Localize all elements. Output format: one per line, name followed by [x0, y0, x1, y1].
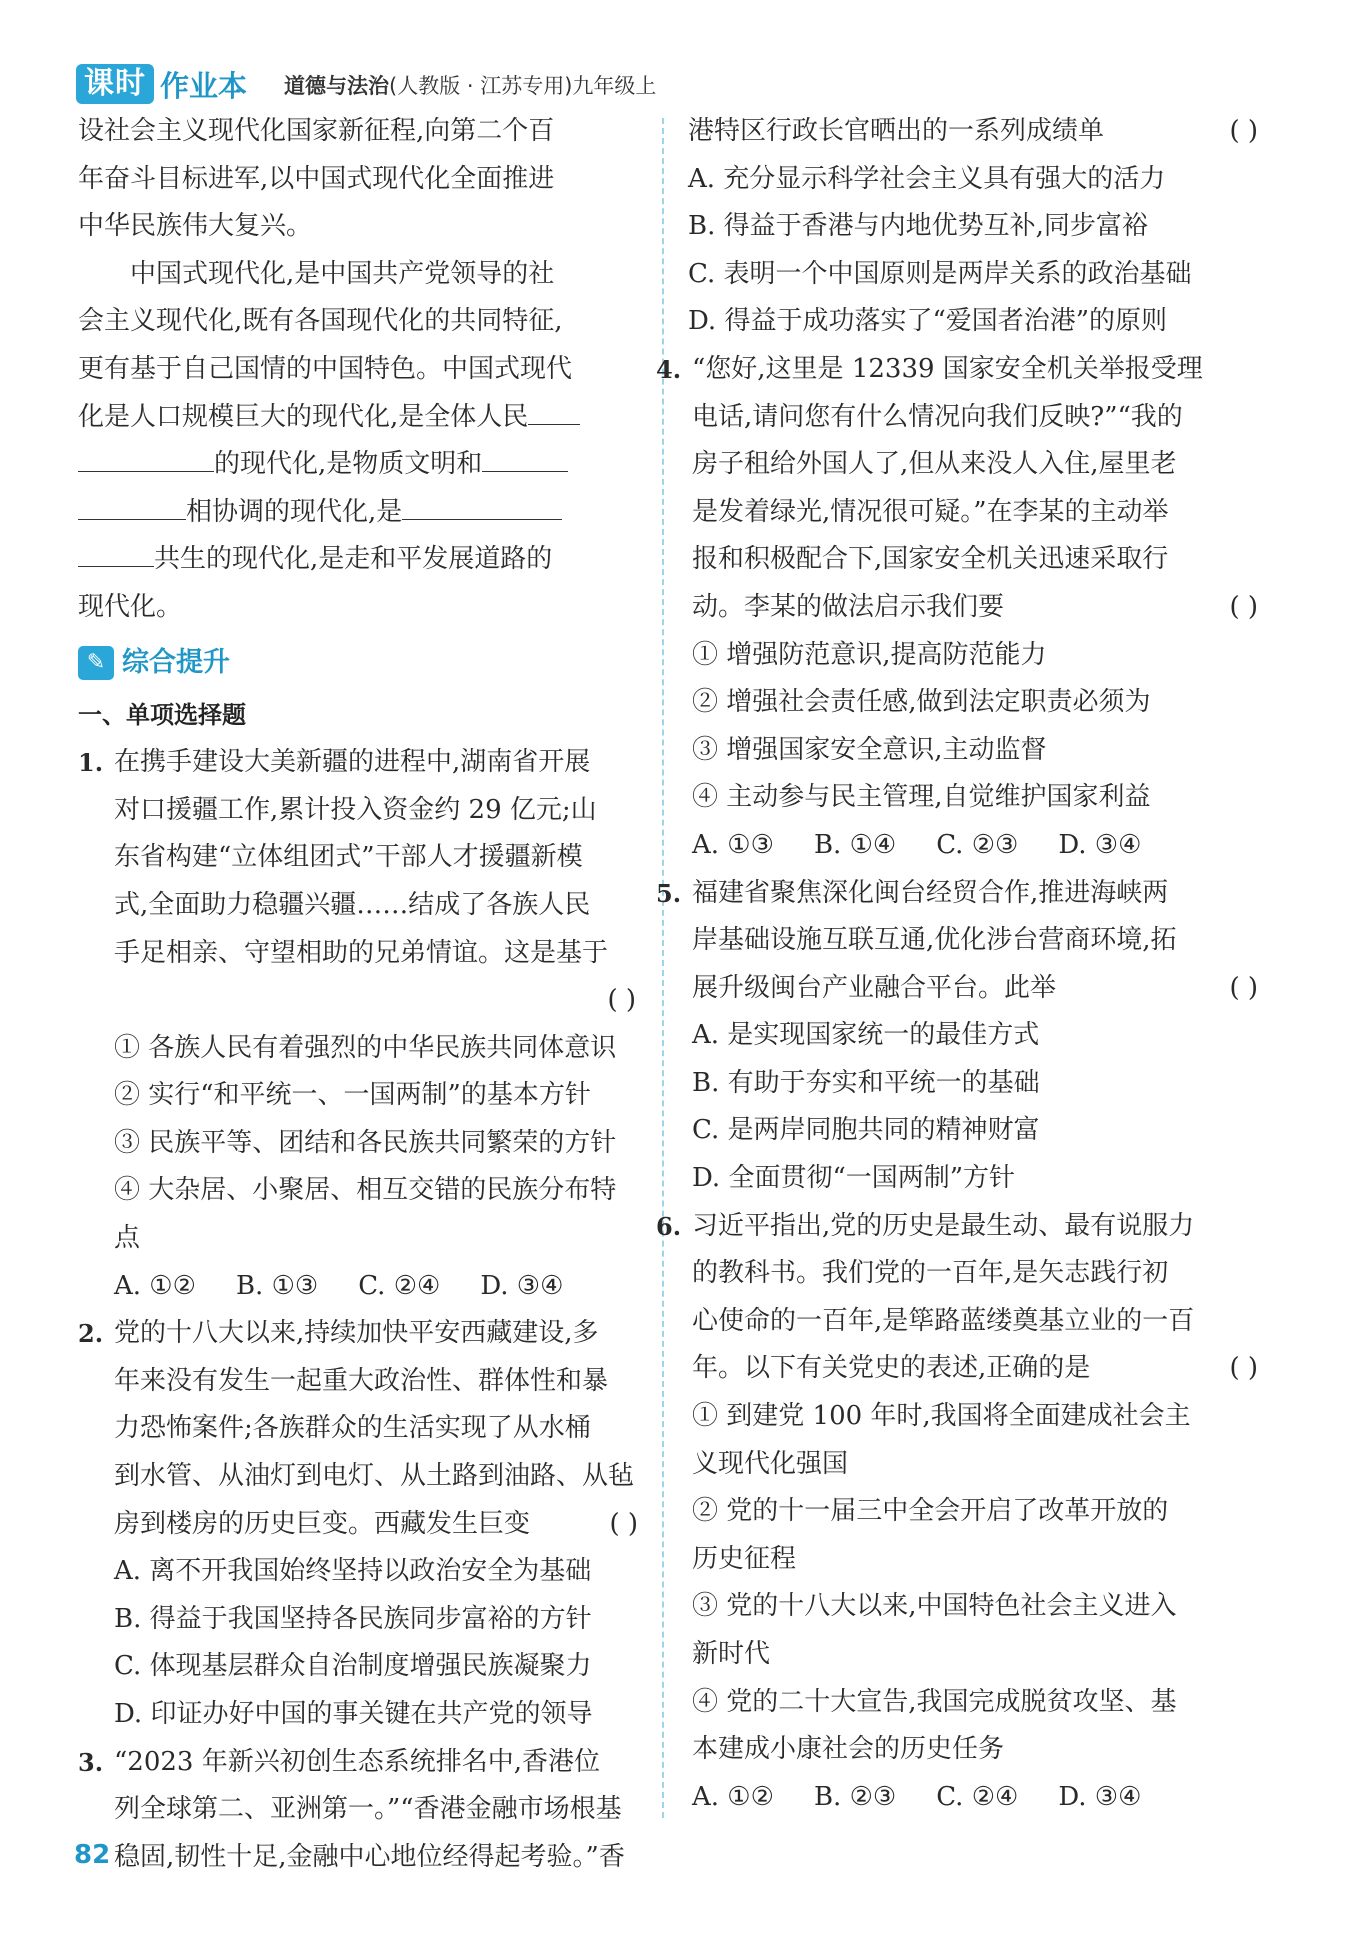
option: 义现代化强国 [692, 1448, 849, 1479]
answer-blank[interactable] [78, 536, 154, 567]
text-line: 电话,请问您有什么情况向我们反映?”“我的 [692, 401, 1183, 432]
text-line: 党的十八大以来,持续加快平安西藏建设,多 [114, 1318, 599, 1349]
choice-d[interactable]: D. ③④ [480, 1270, 564, 1301]
section-title: 综合提升 [122, 646, 230, 678]
text-segment: 房到楼房的历史巨变。西藏发生巨变 [114, 1508, 531, 1539]
text-line: 年来没有发生一起重大政治性、群体性和暴 [114, 1365, 609, 1396]
text-line: 年奋斗目标进军,以中国式现代化全面推进 [78, 163, 555, 194]
option: D. 印证办好中国的事关键在共产党的领导 [114, 1699, 593, 1729]
answer-blank[interactable] [402, 489, 562, 520]
option: ③ 民族平等、团结和各民族共同繁荣的方针 [114, 1127, 617, 1158]
text-segment: 的现代化,是物质文明和 [214, 449, 483, 480]
text-segment: 动。李某的做法启示我们要 [692, 591, 1005, 622]
choice-d[interactable]: D. ③④ [1058, 1781, 1142, 1812]
option: ② 实行“和平统一、一国两制”的基本方针 [114, 1080, 591, 1111]
option: A. 充分显示科学社会主义具有强大的活力 [688, 163, 1166, 194]
question-number: 1. [78, 748, 104, 778]
option: 历史征程 [692, 1543, 797, 1574]
text-line: 是发着绿光,情况很可疑。”在李某的主动举 [692, 496, 1169, 527]
text-line: 更有基于自己国情的中国特色。中国式现代 [78, 353, 573, 384]
text-line: 稳固,韧性十足,金融中心地位经得起考验。”香 [114, 1841, 625, 1872]
question-number: 2. [78, 1319, 104, 1349]
text-line: 力恐怖案件;各族群众的生活实现了从水桶 [114, 1413, 591, 1444]
option: B. 得益于香港与内地优势互补,同步富裕 [688, 211, 1148, 242]
option: ① 到建党 100 年时,我国将全面建成社会主 [692, 1401, 1191, 1432]
answer-paren[interactable]: ( ) [1229, 591, 1258, 622]
text-line: 东省构建“立体组团式”干部人才援疆新模 [114, 842, 583, 873]
text-line: 式,全面助力稳疆兴疆……结成了各族人民 [114, 889, 591, 920]
choice-row [692, 1774, 1258, 1822]
pencil-icon: ✎ [78, 646, 114, 680]
brand-title: 作业本 [160, 68, 248, 103]
option: D. 全面贯彻“一国两制”方针 [692, 1163, 1016, 1194]
option: ④ 主动参与民主管理,自觉维护国家利益 [692, 782, 1151, 813]
text-line: 心使命的一百年,是筚路蓝缕奠基立业的一百 [692, 1305, 1195, 1336]
question-number: 5. [656, 878, 682, 908]
subject-edition: (人教版 · 江苏专用)九年级上 [389, 74, 657, 98]
option: 新时代 [692, 1639, 771, 1669]
choice-a[interactable]: A. ①② [114, 1270, 196, 1301]
text-line: 会主义现代化,既有各国现代化的共同特征, [78, 306, 563, 337]
right-column [656, 108, 1258, 1821]
option: ④ 大杂居、小聚居、相互交错的民族分布特点 [114, 1175, 617, 1254]
option: B. 得益于我国坚持各民族同步富裕的方针 [114, 1603, 592, 1634]
text-line: 列全球第二、亚洲第一。”“香港金融市场根基 [114, 1794, 622, 1825]
text-segment: 港特区行政长官晒出的一系列成绩单 [688, 116, 1105, 146]
question-2 [78, 1310, 638, 1738]
text-line: “2023 年新兴初创生态系统排名中,香港位 [114, 1746, 600, 1777]
subsection-title: 一、单项选择题 [78, 700, 246, 729]
option: ① 各族人民有着强烈的中华民族共同体意识 [114, 1032, 617, 1063]
choice-d[interactable]: D. ③④ [1058, 829, 1142, 860]
text-line: 在携手建设大美新疆的进程中,湖南省开展 [114, 747, 591, 778]
answer-paren[interactable]: ( ) [1229, 972, 1258, 1003]
text-line: 中国式现代化,是中国共产党领导的社 [130, 258, 555, 289]
text-segment: 化是人口规模巨大的现代化,是全体人民 [78, 401, 529, 432]
text-line: 报和积极配合下,国家安全机关迅速采取行 [692, 544, 1169, 575]
choice-c[interactable]: C. ②④ [936, 1781, 1019, 1812]
text-line: 手足相亲、守望相助的兄弟情谊。这是基于 [114, 937, 609, 968]
option: A. 是实现国家统一的最佳方式 [692, 1020, 1040, 1051]
fill-line-2 [78, 441, 638, 489]
choice-c[interactable]: C. ②③ [936, 829, 1019, 860]
question-5 [656, 870, 1258, 1203]
question-4 [656, 346, 1258, 870]
choice-b[interactable]: B. ②③ [813, 1781, 897, 1812]
text-line: 现代化。 [78, 591, 183, 622]
answer-blank[interactable] [482, 441, 568, 472]
text-line-with-paren [688, 108, 1258, 156]
question-number: 3. [78, 1747, 104, 1777]
question-3 [78, 1739, 638, 1882]
text-line: 设社会主义现代化国家新征程,向第二个百 [78, 116, 555, 146]
option: D. 得益于成功落实了“爱国者治港”的原则 [688, 306, 1168, 337]
option: 本建成小康社会的历史任务 [692, 1734, 1005, 1765]
option: ③ 党的十八大以来,中国特色社会主义进入 [692, 1591, 1177, 1622]
choice-a[interactable]: A. ①② [692, 1781, 774, 1812]
text-line: 房子租给外国人了,但从来没人入住,屋里老 [692, 449, 1177, 480]
option: A. 离不开我国始终坚持以政治安全为基础 [114, 1556, 592, 1587]
option: ② 增强社会责任感,做到法定职责必须为 [692, 687, 1151, 718]
answer-paren[interactable]: ( ) [1229, 116, 1258, 146]
answer-paren[interactable]: ( ) [609, 1508, 638, 1539]
choice-c[interactable]: C. ②④ [358, 1270, 441, 1301]
fill-line-4 [78, 536, 638, 584]
text-line-with-paren [114, 1501, 638, 1549]
option: ③ 增强国家安全意识,主动监督 [692, 734, 1047, 765]
answer-paren[interactable]: ( ) [607, 985, 636, 1016]
answer-blank[interactable] [78, 489, 186, 520]
brand-logo [76, 62, 247, 106]
text-line-with-paren [692, 1345, 1258, 1393]
text-segment: 相协调的现代化,是 [186, 496, 403, 527]
question-1 [78, 739, 638, 1310]
text-line: 对口援疆工作,累计投入资金约 29 亿元;山 [114, 794, 597, 825]
option: B. 有助于夯实和平统一的基础 [692, 1067, 1040, 1098]
subject-name: 道德与法治 [284, 74, 389, 98]
page-number: 82 [74, 1840, 111, 1870]
answer-blank[interactable] [78, 441, 214, 472]
choice-b[interactable]: B. ①③ [235, 1270, 319, 1301]
fill-line-1 [78, 394, 638, 442]
fill-line-3 [78, 489, 638, 537]
option: ④ 党的二十大宣告,我国完成脱贫攻坚、基 [692, 1686, 1177, 1717]
option: C. 表明一个中国原则是两岸关系的政治基础 [688, 258, 1192, 289]
text-line: 中华民族伟大复兴。 [78, 211, 313, 242]
option: C. 体现基层群众自治制度增强民族凝聚力 [114, 1651, 592, 1682]
left-column [78, 108, 638, 1881]
text-line: 岸基础设施互联互通,优化涉台营商环境,拓 [692, 925, 1177, 956]
answer-blank[interactable] [528, 394, 580, 425]
answer-paren[interactable]: ( ) [1229, 1353, 1258, 1384]
text-line: 习近平指出,党的历史是最生动、最有说服力 [692, 1210, 1195, 1241]
choice-a[interactable]: A. ①③ [692, 829, 774, 860]
text-line-with-paren [692, 965, 1258, 1013]
text-line: “您好,这里是 12339 国家安全机关举报受理 [692, 353, 1203, 384]
text-line: 福建省聚焦深化闽台经贸合作,推进海峡两 [692, 877, 1169, 908]
question-number: 4. [656, 354, 682, 384]
option: ② 党的十一届三中全会开启了改革开放的 [692, 1496, 1169, 1527]
text-segment: 共生的现代化,是走和平发展道路的 [154, 544, 553, 575]
option: C. 是两岸同胞共同的精神财富 [692, 1115, 1040, 1146]
text-line-with-paren [692, 584, 1258, 632]
question-6 [656, 1203, 1258, 1822]
choice-row [114, 1263, 638, 1311]
option: ① 增强防范意识,提高防范能力 [692, 639, 1047, 670]
choice-row [692, 822, 1258, 870]
brand-ke-badge: 课时 [76, 64, 154, 104]
text-line: 的教科书。我们党的一百年,是矢志践行初 [692, 1258, 1169, 1289]
page-header [76, 62, 1296, 108]
text-line: 到水管、从油灯到电灯、从土路到油路、从毡 [114, 1461, 635, 1492]
section-heading [78, 640, 638, 686]
choice-b[interactable]: B. ①④ [813, 829, 897, 860]
question-number: 6. [656, 1211, 682, 1241]
text-segment: 展升级闽台产业融合平台。此举 [692, 972, 1057, 1003]
text-segment: 年。以下有关党史的表述,正确的是 [692, 1353, 1091, 1384]
subject-line [284, 70, 656, 100]
